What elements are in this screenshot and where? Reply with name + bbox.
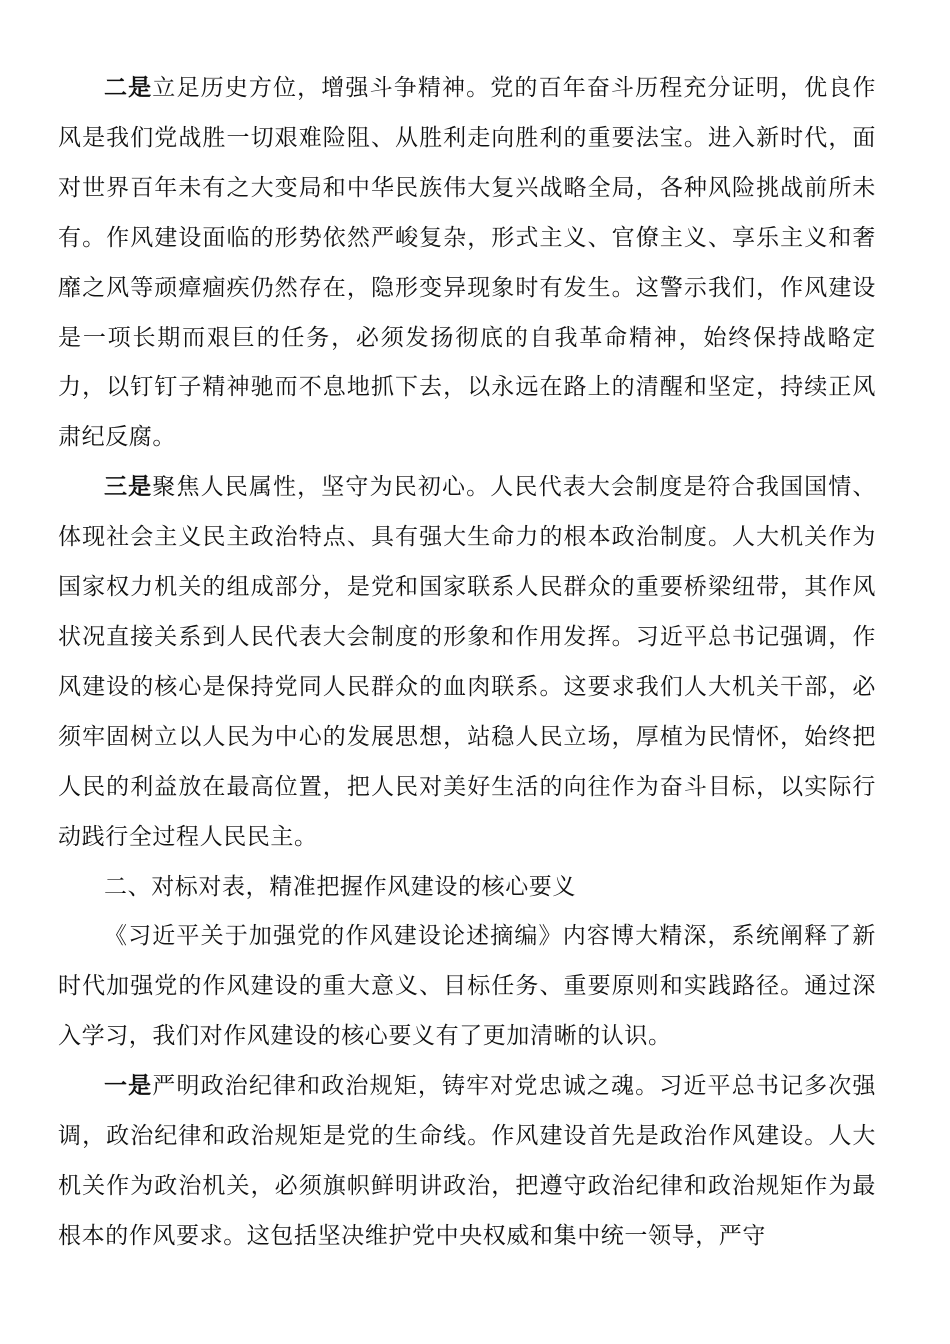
paragraph-one-lead: 一是 (104, 1073, 153, 1100)
paragraph-one (58, 1062, 876, 1262)
paragraph-one-text: 严明政治纪律和政治规矩，铸牢对党忠诚之魂。习近平总书记多次强调，政治纪律和政治规矩是党的生命线。作风建设首先是政治作风建设。人大机关作为政治机关，必须旗帜鲜明讲政治，把遵守政治纪律和政治规矩作为最根本的作风要求。这包括坚决维护党中央权威和集中统一领导，严守 (58, 1073, 877, 1249)
paragraph-three (58, 463, 876, 862)
paragraph-two-text: 立足历史方位，增强斗争精神。党的百年奋斗历程充分证明，优良作风是我们党战胜一切艰难险阻、从胜利走向胜利的重要法宝。进入新时代，面对世界百年未有之大变局和中华民族伟大复兴战略全局，各种风险挑战前所未有。作风建设面临的形势依然严峻复杂，形式主义、官僚主义、享乐主义和奢靡之风等顽瘴痼疾仍然存在，隐形变异现象时有发生。这警示我们，作风建设是一项长期而艰巨的任务，必须发扬彻底的自我革命精神，始终保持战略定力，以钉钉子精神驰而不息地抓下去，以永远在路上的清醒和坚定，持续正风肃纪反腐。 (58, 75, 877, 451)
paragraph-three-text: 聚焦人民属性，坚守为民初心。人民代表大会制度是符合我国国情、体现社会主义民主政治特点、具有强大生命力的根本政治制度。人大机关作为国家权力机关的组成部分，是党和国家联系人民群众的重要桥梁纽带，其作风状况直接关系到人民代表大会制度的形象和作用发挥。习近平总书记强调，作风建设的核心是保持党同人民群众的血肉联系。这要求我们人大机关干部，必须牢固树立以人民为中心的发展思想，站稳人民立场，厚植为民情怀，始终把人民的利益放在最高位置，把人民对美好生活的向往作为奋斗目标，以实际行动践行全过程人民民主。 (58, 474, 877, 850)
paragraph-two (58, 64, 876, 463)
intro-paragraph: 《习近平关于加强党的作风建设论述摘编》内容博大精深，系统阐释了新时代加强党的作风建设的重大意义、目标任务、重要原则和实践路径。通过深入学习，我们对作风建设的核心要义有了更加清晰的认识。 (58, 923, 876, 1050)
document-page (58, 64, 876, 1262)
paragraph-two-lead: 二是 (104, 75, 153, 101)
paragraph-three-lead: 三是 (104, 474, 153, 501)
section-heading: 二、对标对表，精准把握作风建设的核心要义 (104, 873, 576, 900)
